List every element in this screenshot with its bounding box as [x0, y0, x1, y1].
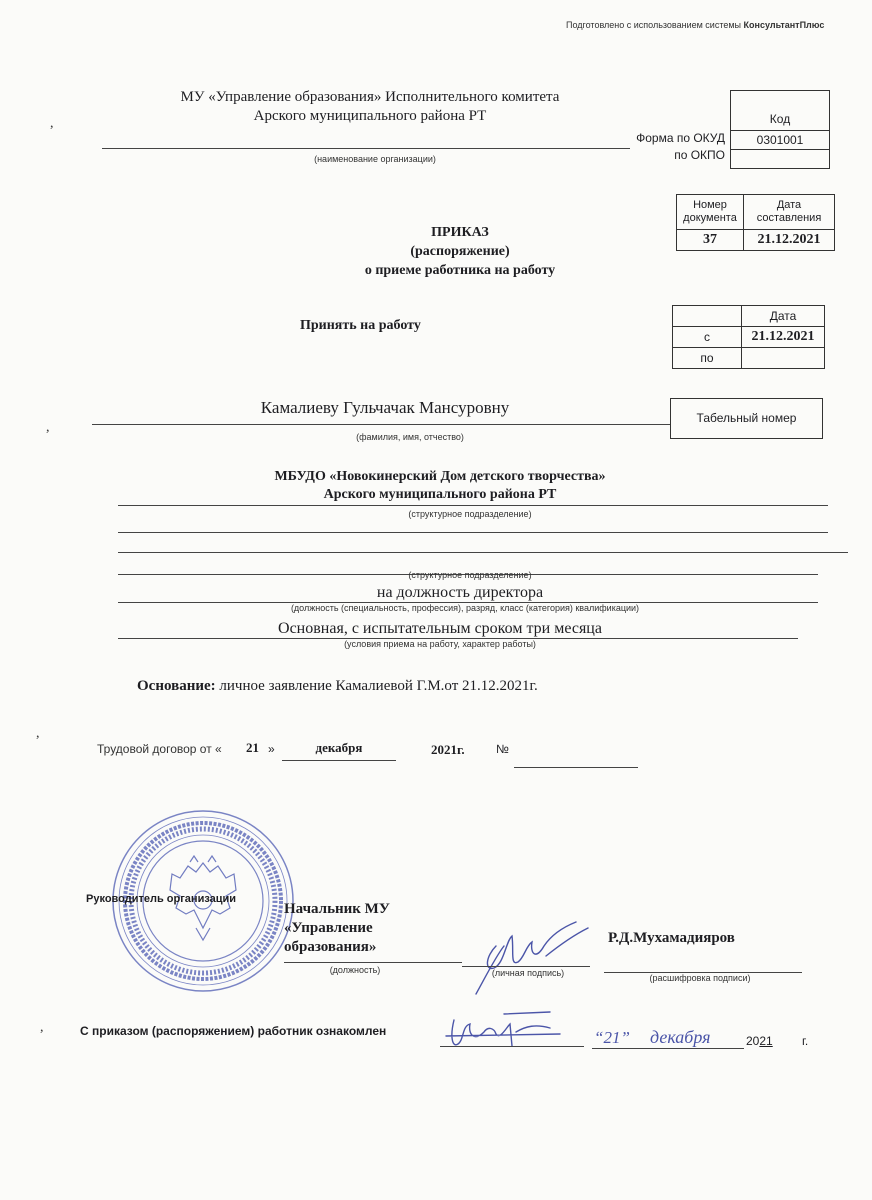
contract-month-underline	[282, 760, 396, 761]
conditions-value: Основная, с испытательным сроком три месяца	[278, 620, 602, 637]
employee-signature	[440, 1006, 580, 1058]
org-line-1: МУ «Управление образования» Исполнительного комитета	[180, 89, 560, 105]
employee-underline	[92, 424, 670, 425]
ack-year-suffix: 21	[759, 1034, 773, 1048]
position-value: на должность директора	[376, 584, 544, 601]
basis	[137, 678, 538, 695]
order-subtitle: (распоряжение)	[410, 244, 510, 259]
margin-mark: ,	[50, 116, 54, 131]
basis-value: личное заявление Камалиевой Г.М.от 21.12.2021г.	[219, 678, 538, 694]
employee-signature-underline	[440, 1046, 584, 1047]
conditions-caption: (условия приема на работу, характер работы)	[344, 639, 536, 649]
acknowledgement-label: С приказом (распоряжением) работник ознакомлен	[80, 1024, 387, 1038]
department-caption-2: (структурное подразделение)	[408, 570, 532, 580]
org-line-2: Арского муниципального района РТ	[253, 108, 487, 124]
margin-mark: ,	[46, 420, 50, 435]
head-signature-caption: (личная подпись)	[491, 968, 565, 978]
employee-name: Камалиеву Гульчачак Мансуровну	[260, 398, 510, 417]
hire-date-blank	[672, 305, 742, 327]
doc-number-header: Номер документа	[676, 194, 744, 230]
contract-day: 21	[246, 740, 259, 755]
head-label: Руководитель организации	[86, 893, 237, 905]
doc-date: 21.12.2021	[743, 229, 835, 251]
ack-day-value: 21	[603, 1028, 621, 1047]
doc-number: 37	[676, 229, 744, 251]
ack-year	[746, 1034, 773, 1048]
ack-day: “21”	[594, 1028, 630, 1047]
okpo-label: по ОКПО	[674, 148, 725, 162]
margin-mark: ,	[40, 1020, 44, 1035]
department-underline-2	[118, 532, 828, 533]
department-underline-3	[118, 552, 848, 553]
head-signature-underline	[462, 966, 590, 967]
ack-year-end: г.	[802, 1034, 809, 1048]
hire-date-header: Дата	[741, 305, 825, 327]
department-caption-1: (структурное подразделение)	[408, 509, 532, 519]
employee-caption: (фамилия, имя, отчество)	[356, 432, 464, 442]
contract-mid: »	[268, 742, 275, 756]
org-underline	[102, 148, 630, 149]
contract-month: декабря	[315, 740, 363, 755]
hire-to-date	[741, 347, 825, 369]
head-position-underline	[284, 962, 462, 963]
margin-mark: ,	[36, 726, 40, 741]
code-header: Код	[730, 90, 830, 130]
head-position	[284, 900, 390, 957]
organization-name	[110, 88, 630, 126]
order-description: о приеме работника на работу	[364, 263, 556, 278]
head-name: Р.Д.Мухамадияров	[608, 930, 735, 946]
basis-label: Основание:	[137, 678, 216, 694]
contract-number-underline	[514, 767, 638, 768]
header-note	[566, 20, 824, 30]
head-position-line-3: образования»	[284, 939, 377, 955]
hire-from-date: 21.12.2021	[741, 326, 825, 348]
hire-from-label: с	[672, 326, 742, 348]
head-position-line-2: «Управление	[284, 920, 373, 936]
ack-date-underline	[592, 1048, 744, 1049]
contract-number-label: №	[496, 742, 509, 756]
doc-date-header: Дата составления	[743, 194, 835, 230]
head-name-caption: (расшифровка подписи)	[649, 973, 751, 983]
order-title-block	[280, 223, 640, 280]
header-brand: КонсультантПлюс	[743, 20, 825, 30]
okpo-value	[730, 149, 830, 169]
department-underline-1	[118, 505, 828, 506]
okud-value: 0301001	[730, 130, 830, 150]
hire-to-label: по	[672, 347, 742, 369]
hire-label: Принять на работу	[300, 318, 421, 333]
ack-year-prefix: 20	[746, 1034, 760, 1048]
department-block	[200, 468, 680, 504]
head-signature	[466, 916, 596, 996]
order-title: ПРИКАЗ	[431, 225, 489, 240]
contract-prefix: Трудовой договор от «	[97, 742, 222, 756]
okud-label: Форма по ОКУД	[636, 131, 725, 145]
department-line-1: МБУДО «Новокинерский Дом детского творчества»	[274, 469, 606, 484]
org-caption: (наименование организации)	[314, 154, 436, 164]
header-note-text: Подготовлено с использованием системы	[566, 20, 742, 30]
position-caption: (должность (специальность, профессия), разряд, класс (категория) квалификации)	[290, 603, 640, 613]
head-position-caption: (должность)	[329, 965, 381, 975]
tab-number-box: Табельный номер	[670, 398, 823, 439]
ack-month: декабря	[650, 1027, 711, 1047]
department-line-2: Арского муниципального района РТ	[323, 487, 557, 502]
contract-year: 2021г.	[431, 742, 465, 757]
head-position-line-1: Начальник МУ	[284, 901, 390, 917]
